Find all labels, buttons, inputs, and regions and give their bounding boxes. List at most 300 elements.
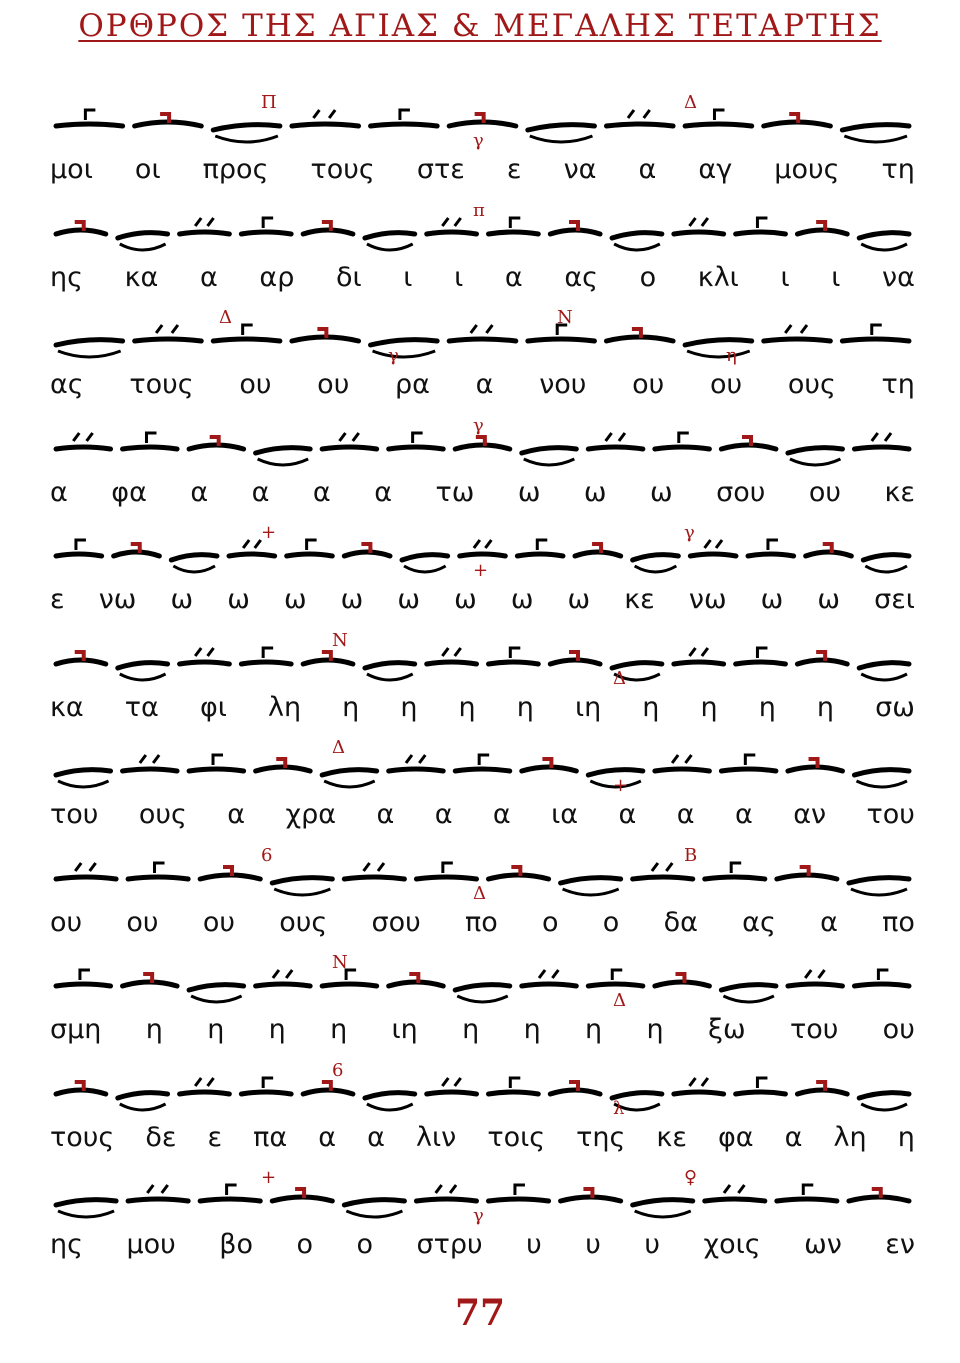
neume [123,755,178,771]
neume [455,755,510,771]
neume [455,985,510,1002]
lyric-syllable: οι [134,154,161,185]
lyric-syllable: ω [454,584,477,615]
rubric-mark: π [473,199,485,221]
neume [489,1078,539,1094]
rubric-mark: γ [684,522,695,543]
lyric-syllable: η [400,691,418,723]
lyric-syllable: α [492,799,511,830]
lyric-syllable: ου [239,369,272,400]
neume [489,867,549,879]
neume [365,1092,415,1109]
rubric-mark: + [261,1167,277,1188]
neume [371,110,438,126]
lyric-syllable: α [376,799,395,830]
lyric-syllable: ρα [395,369,430,400]
rubric-mark: γ [473,414,484,436]
lyric-syllable: η [585,1014,603,1045]
lyric-syllable: πα [253,1121,288,1153]
neume [736,648,786,664]
lyric-syllable: ο [542,906,559,938]
neume [854,970,909,986]
neume [427,218,477,234]
neume [606,329,673,341]
lyric-syllable: ου [126,906,159,938]
neume [135,325,202,341]
chant-system [50,1167,915,1274]
neume [655,433,710,449]
neume [655,755,710,771]
neume [365,662,415,679]
lyric-syllable: η [523,1014,541,1045]
neume [389,755,444,771]
neume [854,433,909,449]
lyric-syllable: τη [881,154,915,185]
rubric-mark: + [473,560,489,581]
neume [489,648,539,664]
neume [522,447,577,464]
lyric-syllable: υ [585,1229,601,1260]
lyric-syllable: α [504,261,523,293]
rubric-mark: Δ [332,737,345,758]
neume [575,544,621,556]
lyric-syllable: ι [454,261,464,293]
chant-system [50,307,915,414]
neume [118,232,168,249]
lyric-syllable: ο [602,906,620,938]
lyric-syllable: α [676,799,695,830]
lyric-syllable: σω [875,691,915,723]
neume [241,1078,291,1094]
neume [128,863,188,879]
lyric-syllable: α [199,261,218,293]
neume [344,863,404,879]
neume [56,652,106,664]
chant-system [50,845,915,952]
neume [528,125,595,142]
lyric-syllable: α [50,476,68,508]
neume [489,218,539,234]
neume [863,555,909,572]
neume [550,1082,600,1094]
chant-system [50,522,915,629]
neume [241,648,291,664]
neume [788,970,843,986]
lyric-syllable: ω [650,476,673,508]
neume [764,114,831,126]
rubric-mark: Ν [332,952,348,973]
chant-system [50,737,915,844]
neume [56,970,111,986]
neume [788,759,843,771]
lyric-syllable: μοι [50,154,93,185]
neume [854,770,909,787]
rubric-mark: γ [473,1205,484,1226]
neume [588,433,643,449]
lyric-syllable: η [816,691,835,723]
lyric-line [50,584,915,624]
neume-staff [50,737,915,797]
lyric-syllable: α [227,799,246,830]
lyric-syllable: νω [688,584,727,615]
neume [806,544,852,556]
lyric-syllable: μου [126,1229,176,1260]
neume [633,555,679,572]
neume [721,755,776,771]
neume [256,970,311,986]
lyric-syllable: του [789,1014,839,1045]
lyric-syllable: ων [804,1229,842,1260]
rubric-mark: + [261,522,277,543]
lyric-syllable: ας [564,261,598,293]
neume [56,340,123,357]
neume [705,1185,765,1201]
lyric-syllable: α [638,154,657,185]
lyric-line [50,262,915,302]
lyric-syllable: φα [718,1121,754,1153]
lyric-line [50,1122,915,1162]
neume [721,985,776,1002]
rubric-mark: + [613,775,629,796]
neume [588,970,643,986]
neume [859,662,909,679]
lyric-syllable: η [516,691,534,723]
lyric-syllable: ε [207,1121,223,1153]
lyric-syllable: δα [663,906,698,938]
neume [135,114,202,126]
neume [449,114,516,126]
neume [180,218,230,234]
lyric-syllable: φι [199,691,227,723]
lyric-syllable: ι [831,261,841,293]
lyric-syllable: η [458,691,476,723]
lyric-line [50,1229,915,1269]
neume [200,1185,260,1201]
lyric-syllable: α [374,476,393,508]
neume [561,1189,621,1201]
lyric-syllable: του [866,799,915,830]
neume [128,1185,188,1201]
neume [344,1200,404,1217]
neume [550,222,600,234]
neume-staff [50,1060,915,1120]
lyric-syllable: ου [317,369,350,400]
neume [371,340,438,357]
lyric-syllable: α [318,1121,337,1153]
neume [612,232,662,249]
lyric-syllable: ο [639,261,657,293]
lyric-syllable: στρυ [416,1229,483,1260]
lyric-syllable: ω [227,584,250,615]
rubric-mark: Β [684,844,698,866]
neume [674,1078,724,1094]
lyric-syllable: ου [632,369,665,400]
neume [748,540,794,556]
neume [56,863,116,879]
lyric-syllable: κλι [697,261,739,293]
neume [56,433,111,449]
neume [56,222,106,234]
chant-system [50,1060,915,1167]
neume-staff [50,630,915,690]
chant-system [50,415,915,522]
lyric-syllable: η [462,1014,480,1045]
neume [344,544,390,556]
lyric-syllable: ας [742,906,776,938]
neume [416,863,476,879]
lyric-syllable: ης [50,1229,83,1260]
lyric-line [50,907,915,947]
neume [256,447,311,464]
lyric-syllable: χρα [285,799,337,830]
lyric-syllable: α [434,799,453,830]
neume [241,218,291,234]
rubric-mark: Δ [613,990,626,1011]
lyric-syllable: ου [808,476,841,508]
lyric-syllable: λη [833,1121,867,1153]
lyric-syllable: ω [340,584,364,615]
neume [272,1189,332,1201]
lyric-syllable: τους [310,154,375,185]
lyric-syllable: ους [138,799,187,830]
lyric-syllable: ου [50,906,83,938]
lyric-syllable: πο [882,906,915,938]
lyric-syllable: η [330,1014,348,1045]
rubric-mark: Ν [557,307,573,328]
neume [118,1092,168,1109]
rubric-mark: γ [388,345,399,366]
lyric-syllable: τοις [487,1121,546,1153]
neume [842,325,909,341]
lyric-syllable: ι [403,261,413,293]
lyric-syllable: ους [787,369,836,400]
neume [389,433,444,449]
neume [721,437,776,449]
lyric-syllable: τους [129,369,194,400]
lyric-syllable: ο [356,1229,374,1260]
rubric-mark: Δ [613,667,626,689]
neume [56,110,123,126]
rubric-mark: Ν [332,629,348,651]
lyric-syllable: ω [583,476,607,508]
lyric-syllable: α [367,1121,385,1153]
neume [427,648,477,664]
lyric-syllable: λιν [416,1121,457,1153]
lyric-syllable: νω [98,584,137,615]
page-title: ΟΡΘΡΟΣ ΤΗΣ ΑΓΙΑΣ & ΜΕΓΑΛΗΣ ΤΕΤΑΡΤΗΣ [78,8,882,44]
neume [449,325,516,341]
page-number: 77 [454,1292,506,1334]
lyric-line [50,154,915,194]
neume [292,329,359,341]
neume [674,648,724,664]
lyric-syllable: ω [760,584,784,615]
neume [200,867,260,879]
lyric-syllable: α [820,906,838,938]
lyric-syllable: α [618,799,637,830]
lyric-syllable: στε [416,154,465,185]
lyric-syllable: τη [881,369,915,400]
lyric-syllable: ας [50,369,84,400]
lyric-syllable: δι [336,261,362,293]
lyric-line [50,1014,915,1054]
neume [522,970,577,986]
neume [561,877,621,894]
lyric-syllable: η [642,691,660,723]
neume [550,652,600,664]
neume [859,232,909,249]
lyric-syllable: κε [884,476,915,508]
neume [118,662,168,679]
lyric-syllable: υ [526,1229,542,1260]
neume [460,540,506,556]
rubric-mark: ♀ [684,1167,698,1188]
neume [797,222,847,234]
lyric-syllable: να [882,261,915,293]
neume [256,759,311,771]
neume [797,652,847,664]
neume [56,770,111,787]
lyric-syllable: ου [202,906,235,938]
neume [736,218,786,234]
neume [777,867,837,879]
chant-system [50,630,915,737]
lyric-syllable: της [576,1121,626,1153]
neume [123,974,178,986]
lyric-syllable: τω [435,476,475,508]
lyric-syllable: σμη [50,1014,102,1045]
neume [849,1189,909,1201]
lyric-syllable: εν [885,1229,915,1260]
rubric-mark: Δ [219,307,232,328]
neume [189,985,244,1002]
lyric-syllable: α [734,799,753,830]
neume [489,1185,549,1201]
lyric-syllable: τους [50,1121,115,1153]
chant-system [50,952,915,1059]
lyric-syllable: βο [219,1229,254,1260]
lyric-syllable: α [312,476,331,508]
neume-staff [50,952,915,1012]
neume [322,433,377,449]
lyric-syllable: η [207,1014,225,1045]
lyric-syllable: πο [464,906,498,938]
neume [56,1082,106,1094]
neume [292,110,359,126]
neume [690,540,736,556]
neume [455,437,510,449]
neume [764,325,831,341]
lyric-syllable: κε [656,1121,687,1153]
lyric-syllable: η [268,1014,286,1045]
neume [180,1078,230,1094]
lyric-syllable: αγ [698,154,733,185]
rubric-mark: 6 [261,844,273,866]
neume [272,877,332,894]
neume [859,1092,909,1109]
lyric-syllable: η [342,691,360,723]
lyric-syllable: σου [371,906,421,938]
lyric-line [50,692,915,732]
lyric-syllable: η [145,1014,163,1045]
lyric-syllable: μους [774,154,840,185]
lyric-syllable: λη [267,691,302,723]
lyric-syllable: α [475,369,494,400]
neume [674,218,724,234]
neume [685,340,752,357]
neume [114,544,160,556]
neume [517,540,563,556]
lyric-line [50,799,915,839]
rubric-mark: η [726,345,737,366]
lyric-syllable: ε [50,584,65,615]
neume [416,1185,476,1201]
rubric-mark: 6 [332,1059,344,1081]
neume [365,232,415,249]
lyric-syllable: ω [283,584,307,615]
lyric-syllable: α [251,476,270,508]
neume-staff [50,307,915,367]
lyric-syllable: η [758,691,776,723]
rubric-mark: Π [261,92,277,113]
neume [842,125,909,142]
rubric-mark: Δ [684,92,697,113]
lyric-syllable: ω [510,584,534,615]
lyric-syllable: προς [202,154,269,185]
neume [189,755,244,771]
lyric-syllable: τα [124,691,159,723]
lyric-syllable: ο [296,1229,314,1260]
rubric-mark: γ [473,130,484,151]
lyric-syllable: σου [716,476,766,508]
chant-system [50,200,915,307]
neume [633,1200,693,1217]
lyric-syllable: ω [170,584,194,615]
neume [788,447,843,464]
neume [322,970,377,986]
lyric-syllable: φα [111,476,147,508]
neume [123,433,178,449]
lyric-syllable: ι [780,261,790,293]
lyric-syllable: αν [793,799,827,830]
lyric-syllable: ης [50,261,83,293]
neume [303,1082,353,1094]
neume [287,540,333,556]
lyric-syllable: ου [709,369,743,400]
neume [56,1200,116,1217]
lyric-syllable: κα [50,691,84,723]
lyric-syllable: χοις [703,1229,761,1260]
lyric-syllable: δε [145,1121,177,1153]
lyric-syllable: σει [874,584,915,615]
lyric-syllable: η [897,1121,915,1153]
lyric-syllable: ω [517,476,541,508]
lyric-syllable: ω [817,584,840,615]
neume [389,974,444,986]
lyric-syllable: υ [644,1229,660,1260]
lyric-syllable: ξω [707,1014,746,1045]
lyric-syllable: να [563,154,597,185]
neume [303,652,353,664]
lyric-syllable: κε [624,584,655,615]
neume [736,1078,786,1094]
neume [522,759,577,771]
neume [705,863,765,879]
neume [171,555,217,572]
lyric-syllable: ιη [574,691,602,723]
neume [213,125,280,142]
neume [303,222,353,234]
